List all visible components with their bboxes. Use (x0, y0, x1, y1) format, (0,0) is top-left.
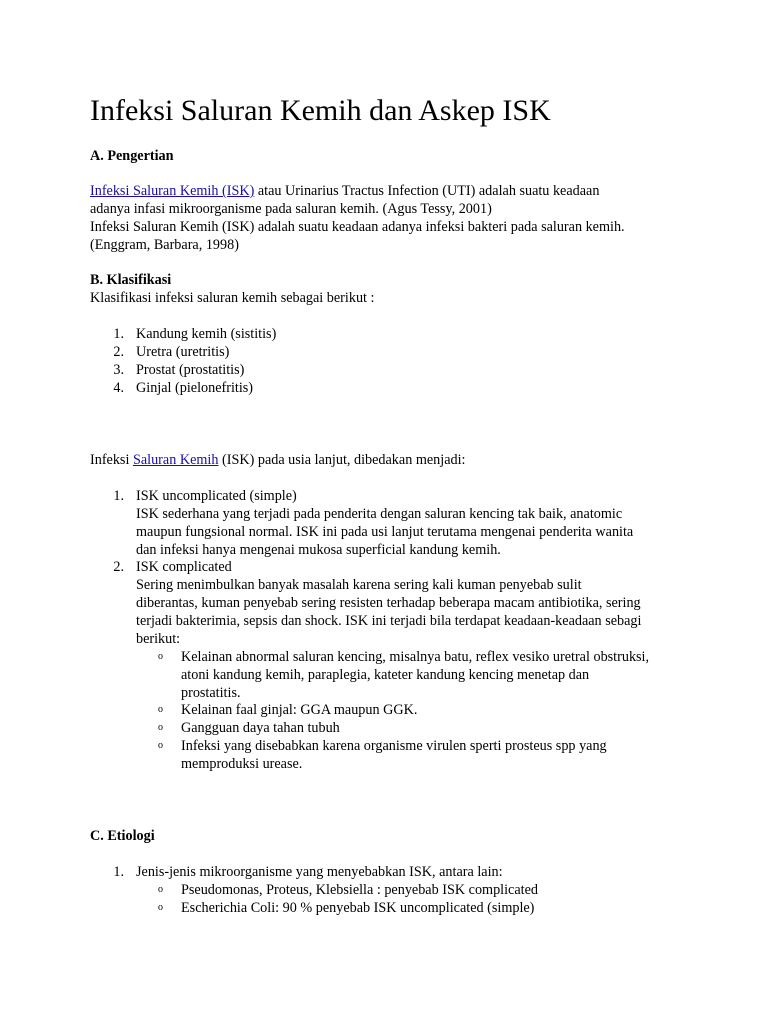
bullet-item (181, 737, 701, 773)
bullet-item: Pseudomonas, Proteus, Klebsiella : penyebab ISK complicated (181, 882, 538, 898)
bullet-item: Escherichia Coli: 90 % penyebab ISK uncomplicated (simple) (181, 900, 535, 916)
bullet-line: atoni kandung kemih, paraplegia, kateter kandung kencing menetap dan (181, 667, 590, 683)
isk-type-complicated (136, 558, 696, 648)
type-line: dan infeksi hanya mengenai mukosa superficial kandung kemih. (136, 542, 501, 558)
list-number: 3. (113, 362, 124, 378)
list-number: 1. (113, 488, 124, 504)
bullet-item (181, 719, 701, 737)
list-number: 2. (113, 559, 124, 575)
list-item: Jenis-jenis mikroorganisme yang menyebabkan ISK, antara lain: (136, 864, 503, 880)
bullet-line: Gangguan daya tahan tubuh (181, 720, 340, 736)
type-title: ISK uncomplicated (simple) (136, 488, 297, 504)
list-item: Ginjal (pielonefritis) (136, 380, 254, 396)
bullet-item (181, 701, 701, 719)
section-a-line-3: Infeksi Saluran Kemih (ISK) adalah suatu keadaan adanya infeksi bakteri pada saluran kemih. (90, 219, 625, 235)
type-line: ISK sederhana yang terjadi pada penderita dengan saluran kencing tak baik, anatomic (136, 506, 623, 522)
bullet-marker: o (158, 902, 163, 913)
list-number: 1. (113, 864, 124, 880)
type-line: diberantas, kuman penyebab sering resisten terhadap beberapa macam antibiotika, sering (136, 595, 641, 611)
section-a-line-4: (Enggram, Barbara, 1998) (90, 237, 239, 253)
list-item: Prostat (prostatitis) (136, 362, 245, 378)
section-a-heading: A. Pengertian (90, 148, 174, 164)
usia-prefix: Infeksi (90, 452, 133, 468)
type-line: berikut: (136, 631, 181, 647)
section-a-paragraph (90, 182, 690, 254)
bullet-item (181, 648, 701, 702)
type-line: Sering menimbulkan banyak masalah karena sering kali kuman penyebab sulit (136, 577, 582, 593)
bullet-line: prostatitis. (181, 685, 241, 701)
bullet-line: Kelainan abnormal saluran kencing, misalnya batu, reflex vesiko uretral obstruksi, (181, 649, 650, 665)
list-number: 1. (113, 326, 124, 342)
list-number: 2. (113, 344, 124, 360)
usia-lanjut-intro (90, 451, 690, 469)
bullet-line: Infeksi yang disebabkan karena organisme virulen sperti prosteus spp yang (181, 738, 607, 754)
section-b-intro: Klasifikasi infeksi saluran kemih sebagai berikut : (90, 290, 375, 306)
bullet-marker: o (158, 884, 163, 895)
section-c-heading: C. Etiologi (90, 828, 155, 844)
bullet-marker: o (158, 704, 163, 715)
section-a-line-1-rest: atau Urinarius Tractus Infection (UTI) adalah suatu keadaan (254, 183, 600, 199)
bullet-line: Kelainan faal ginjal: GGA maupun GGK. (181, 702, 418, 718)
type-line: terjadi bakterimia, sepsis dan shock. ISK ini terjadi bila terdapat keadaan-keadaan sebagi (136, 613, 642, 629)
type-line: maupun fungsional normal. ISK ini pada usi lanjut terutama mengenai penderita wanita (136, 524, 634, 540)
bullet-marker: o (158, 740, 163, 751)
type-title: ISK complicated (136, 559, 232, 575)
list-number: 4. (113, 380, 124, 396)
isk-link[interactable]: Infeksi Saluran Kemih (ISK) (90, 183, 255, 199)
page-title: Infeksi Saluran Kemih dan Askep ISK (90, 94, 551, 127)
section-a-line-2: adanya infasi mikroorganisme pada saluran kemih. (Agus Tessy, 2001) (90, 201, 492, 217)
bullet-line: memproduksi urease. (181, 756, 303, 772)
saluran-kemih-link[interactable]: Saluran Kemih (132, 452, 219, 468)
bullet-marker: o (158, 651, 163, 662)
section-a-line-1 (90, 182, 690, 200)
bullet-marker: o (158, 722, 163, 733)
usia-rest: (ISK) pada usia lanjut, dibedakan menjadi: (218, 452, 466, 468)
section-b-heading: B. Klasifikasi (90, 272, 172, 288)
isk-type-uncomplicated (136, 487, 696, 559)
list-item: Kandung kemih (sistitis) (136, 326, 277, 342)
list-item: Uretra (uretritis) (136, 344, 230, 360)
